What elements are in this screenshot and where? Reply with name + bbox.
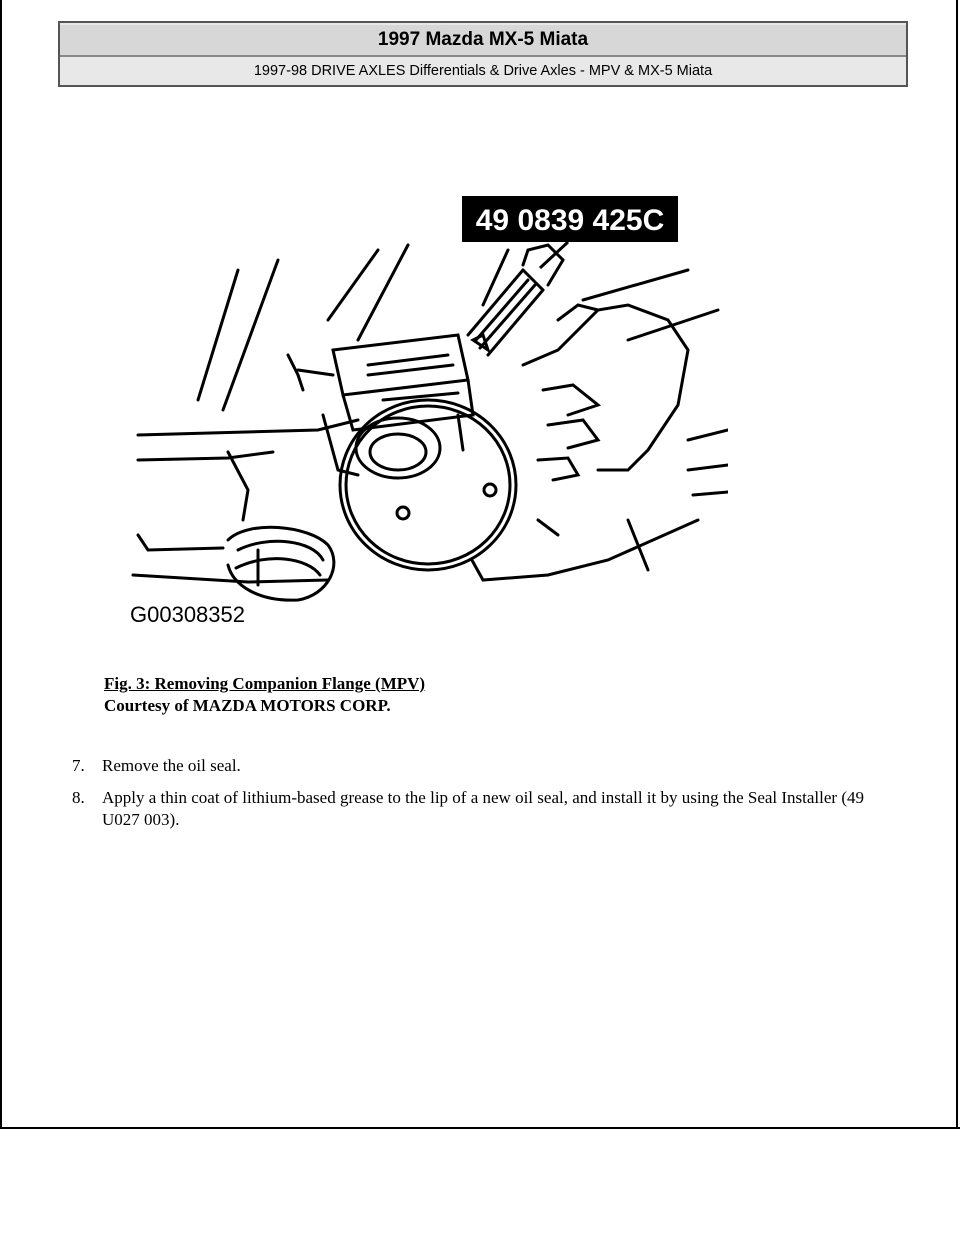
caption-title: Fig. 3: Removing Companion Flange (MPV) xyxy=(104,674,426,693)
image-code: G00308352 xyxy=(130,602,245,627)
step-item xyxy=(72,787,872,831)
step-text: Remove the oil seal. xyxy=(102,756,241,775)
figure-caption xyxy=(104,673,425,717)
caption-credit: Courtesy of MAZDA MOTORS CORP. xyxy=(104,696,391,715)
figure-drawing xyxy=(128,190,728,630)
page-header xyxy=(58,21,908,87)
figure-illustration xyxy=(128,190,728,630)
step-text: Apply a thin coat of lithium-based grease to the lip of a new oil seal, and install it by using the Seal Installer (49 U027 003). xyxy=(102,788,864,829)
step-number: 7. xyxy=(72,756,85,775)
step-number: 8. xyxy=(72,788,85,807)
procedure-steps xyxy=(72,755,872,841)
tool-label-text: 49 0839 425C xyxy=(475,204,665,237)
page-bottom-rule xyxy=(0,1127,960,1129)
header-subtitle: 1997-98 DRIVE AXLES Differentials & Drive Axles - MPV & MX-5 Miata xyxy=(253,63,713,79)
header-title: 1997 Mazda MX-5 Miata xyxy=(60,25,906,57)
step-item xyxy=(72,755,872,777)
